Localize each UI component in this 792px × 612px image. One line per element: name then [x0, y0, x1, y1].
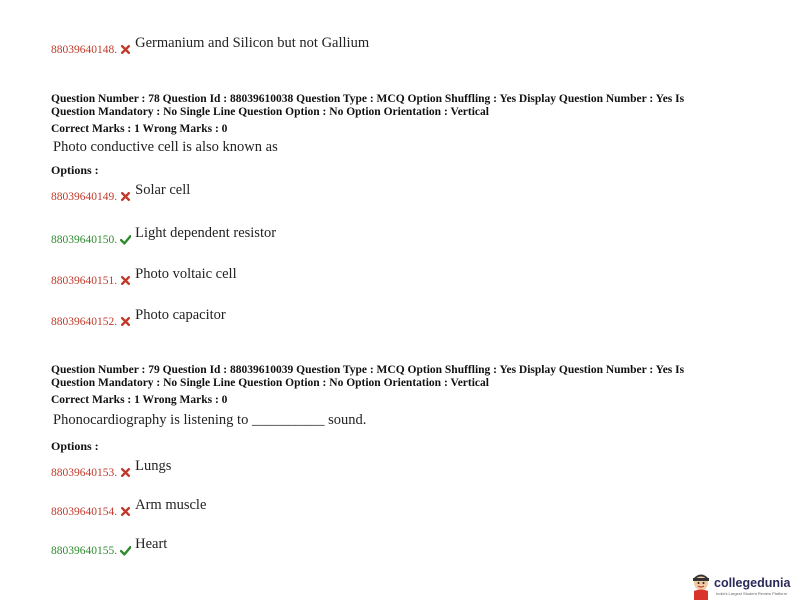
question-meta: Question Number : 79 Question Id : 88039610039 Question Type : MCQ Option Shuffling : Yes Display Question Number : Yes Is Question Mandatory : No Single Line Question Option : No Option Orientation : Vertical [51, 364, 685, 389]
check-icon [120, 545, 131, 556]
check-icon [120, 234, 131, 245]
option-row [51, 225, 277, 248]
cross-icon [120, 191, 131, 202]
options-label: Options : [51, 439, 99, 453]
option-id: 88039640148. [51, 44, 118, 56]
option-id: 88039640150. [51, 234, 118, 246]
option-row [51, 458, 172, 481]
cross-icon [120, 316, 131, 327]
question-text: Phonocardiography is listening to __________ sound. [53, 412, 367, 428]
cross-icon [120, 506, 131, 517]
logo-name: collegedunia [714, 576, 791, 590]
option-text: Light dependent resistor [135, 225, 277, 241]
option-id: 88039640151. [51, 275, 118, 287]
mascot-icon [690, 574, 712, 600]
question-text: Photo conductive cell is also known as [53, 139, 278, 155]
option-text: Lungs [135, 458, 172, 474]
option-id: 88039640149. [51, 191, 118, 203]
collegedunia-logo [690, 572, 791, 602]
option-id: 88039640155. [51, 545, 118, 557]
option-text: Photo capacitor [135, 307, 226, 323]
question-marks: Correct Marks : 1 Wrong Marks : 0 [51, 394, 228, 406]
cross-icon [120, 44, 131, 55]
option-row [51, 307, 226, 330]
option-id: 88039640153. [51, 467, 118, 479]
question-marks: Correct Marks : 1 Wrong Marks : 0 [51, 123, 228, 135]
option-row [51, 35, 370, 58]
option-row [51, 266, 237, 289]
cross-icon [120, 275, 131, 286]
option-text: Arm muscle [135, 497, 207, 513]
option-row [51, 536, 168, 559]
option-text: Solar cell [135, 182, 191, 198]
option-id: 88039640154. [51, 506, 118, 518]
option-text: Germanium and Silicon but not Gallium [135, 35, 370, 51]
option-text: Heart [135, 536, 168, 552]
option-id: 88039640152. [51, 316, 118, 328]
cross-icon [120, 467, 131, 478]
options-label: Options : [51, 163, 99, 177]
option-row [51, 182, 191, 205]
option-row [51, 497, 207, 520]
question-meta: Question Number : 78 Question Id : 88039610038 Question Type : MCQ Option Shuffling : Yes Display Question Number : Yes Is Question Mandatory : No Single Line Question Option : No Option Orientation : Vertical [51, 93, 685, 118]
option-text: Photo voltaic cell [135, 266, 237, 282]
logo-tagline: India's Largest Student Review Platform [716, 591, 788, 596]
